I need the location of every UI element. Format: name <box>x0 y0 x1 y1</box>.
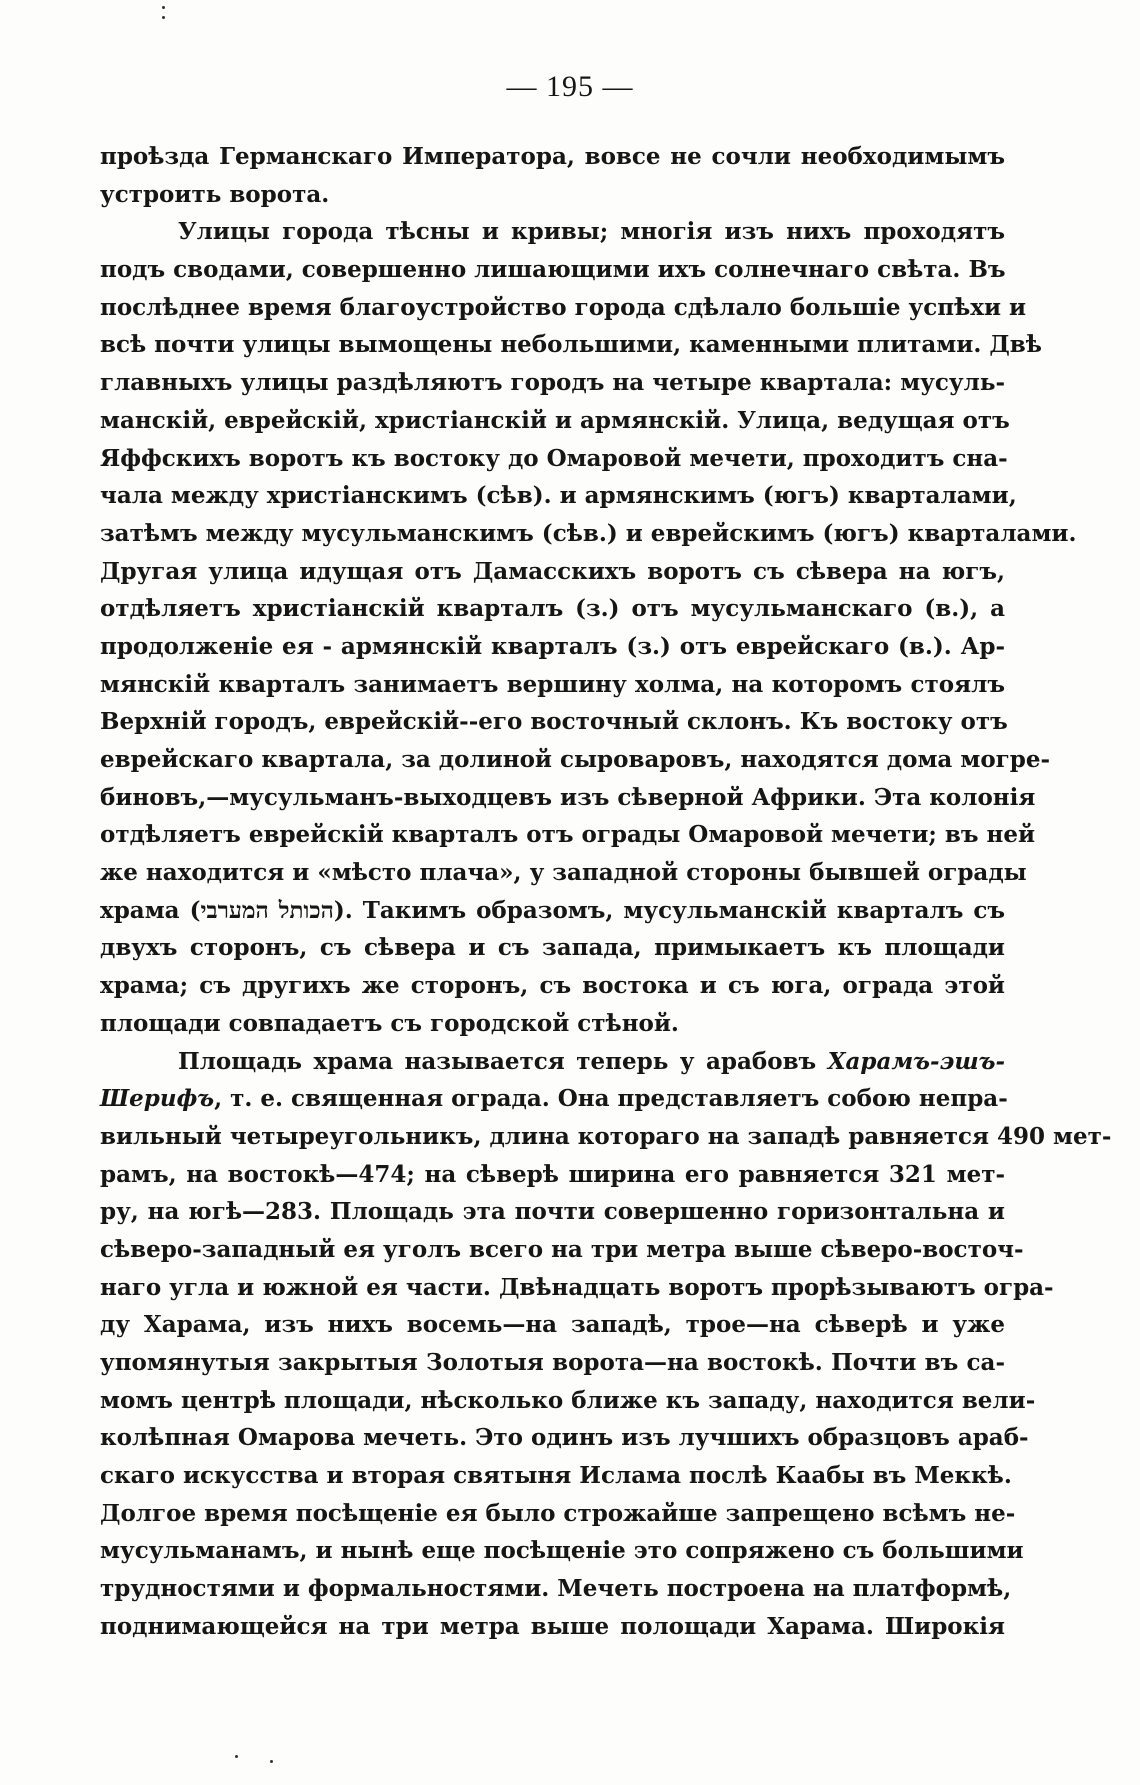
text-line: поднимающейся на три метра выше полощади Харама. Широкія <box>100 1612 1005 1640</box>
text-line: двухъ сторонъ, съ сѣвера и съ запада, примыкаетъ къ площади <box>100 934 1005 962</box>
page-number: — 195 — <box>506 70 634 103</box>
text-line: мусульманамъ, и нынѣ еще посѣщеніе это сопряжено съ большими <box>100 1537 1024 1565</box>
text-line: трудностями и формальностями. Мечеть построена на платформѣ, <box>100 1575 1012 1603</box>
text-line: подъ сводами, совершенно лишающими ихъ солнечнаго свѣта. Въ <box>100 256 1006 284</box>
text-line: мянскій кварталъ занимаетъ вершину холма, на которомъ стоялъ <box>100 670 1005 698</box>
text-line: устроить ворота. <box>100 180 330 208</box>
body-text <box>100 138 1112 1646</box>
print-speck <box>235 1755 238 1758</box>
text-line: храма (הכותל המערבי). Такимъ образомъ, мусульманскій кварталъ съ <box>100 896 1006 924</box>
text-line: храма; съ другихъ же сторонъ, съ востока и съ юга, ограда этой <box>100 972 1005 1000</box>
print-speck <box>270 1760 273 1763</box>
text-line: Шерифъ, т. е. священная ограда. Она представляетъ собою непра- <box>100 1085 1008 1113</box>
text-line: Верхній городъ, еврейскій--его восточный склонъ. Къ востоку отъ <box>100 708 1008 736</box>
text-line: продолженіе ея - армянскій кварталъ (з.) отъ еврейскаго (в.). Ар- <box>100 632 1005 660</box>
text-line: Яффскихъ воротъ къ востоку до Омаровой мечети, проходитъ сна- <box>100 444 1008 472</box>
text-line: упомянутыя закрытыя Золотыя ворота—на востокѣ. Почти въ са- <box>100 1349 1005 1376</box>
text-line: вильный четыреугольникъ, длина котораго на западѣ равняется 490 мет- <box>100 1122 1112 1150</box>
text-line: затѣмъ между мусульманскимъ (сѣв.) и еврейскимъ (югъ) кварталами. <box>100 519 1077 547</box>
text-line: проѣзда Германскаго Императора, вовсе не сочли необходимымъ <box>100 143 1005 170</box>
italic-term: Шерифъ <box>100 1085 215 1113</box>
text-line: всѣ почти улицы вымощены небольшими, каменными плитами. Двѣ <box>100 331 1042 359</box>
text-line: главныхъ улицы раздѣляютъ городъ на четыре квартала: мусуль- <box>100 369 1005 397</box>
text-line: Другая улица идущая отъ Дамасскихъ воротъ съ сѣвера на югъ, <box>100 557 1005 585</box>
print-speck <box>162 16 165 19</box>
text-line: скаго искусства и вторая святыня Ислама послѣ Каабы въ Меккѣ. <box>100 1462 1012 1490</box>
text-line: отдѣляетъ христіанскій кварталъ (з.) отъ мусульманскаго (в.), а <box>100 595 1005 623</box>
print-speck <box>162 6 165 9</box>
italic-term: Харамъ-эшъ- <box>827 1047 1005 1075</box>
text-line: ду Харама, изъ нихъ восемь—на западѣ, трое—на сѣверѣ и уже <box>100 1311 1005 1339</box>
text-line: послѣднее время благоустройство города сдѣлало большіе успѣхи и <box>100 293 1027 321</box>
text-line: площади совпадаетъ съ городской стѣной. <box>100 1009 679 1037</box>
text-line: Долгое время посѣщеніе ея было строжайше запрещено всѣмъ не- <box>100 1499 1016 1527</box>
text-line: момъ центрѣ площади, нѣсколько ближе къ западу, находится вели- <box>100 1386 1036 1414</box>
text-line: отдѣляетъ еврейскій кварталъ отъ ограды Омаровой мечети; въ ней <box>100 821 1036 849</box>
text-line: чала между христіанскимъ (сѣв). и армянскимъ (югъ) кварталами, <box>100 482 1017 510</box>
text-line: биновъ,—мусульманъ-выходцевъ изъ сѣверной Африки. Эта колонія <box>100 783 1036 811</box>
text-line: ру, на югѣ—283. Площадь эта почти совершенно горизонтальна и <box>100 1198 1005 1226</box>
text-line: наго угла и южной ея части. Двѣнадцать воротъ прорѣзываютъ огра- <box>100 1273 1054 1301</box>
text-line: манскій, еврейскій, христіанскій и армянскій. Улица, ведущая отъ <box>100 406 1010 434</box>
text-line: сѣверо-западный ея уголъ всего на три метра выше сѣверо-восточ- <box>100 1235 1024 1263</box>
text-line: Площадь храма называется теперь у арабовъ Харамъ-эшъ- <box>178 1047 1005 1075</box>
text-line: еврейскаго квартала, за долиной сыроваровъ, находятся дома могре- <box>100 746 1051 773</box>
text-line: же находится и «мѣсто плача», у западной стороны бывшей ограды <box>100 859 1027 887</box>
text-line: колѣпная Омарова мечеть. Это одинъ изъ лучшихъ образцовъ араб- <box>100 1424 1029 1452</box>
text-line: рамъ, на востокѣ—474; на сѣверѣ ширина его равняется 321 мет- <box>100 1160 1005 1188</box>
text-line: Улицы города тѣсны и кривы; многія изъ нихъ проходятъ <box>178 218 1005 246</box>
